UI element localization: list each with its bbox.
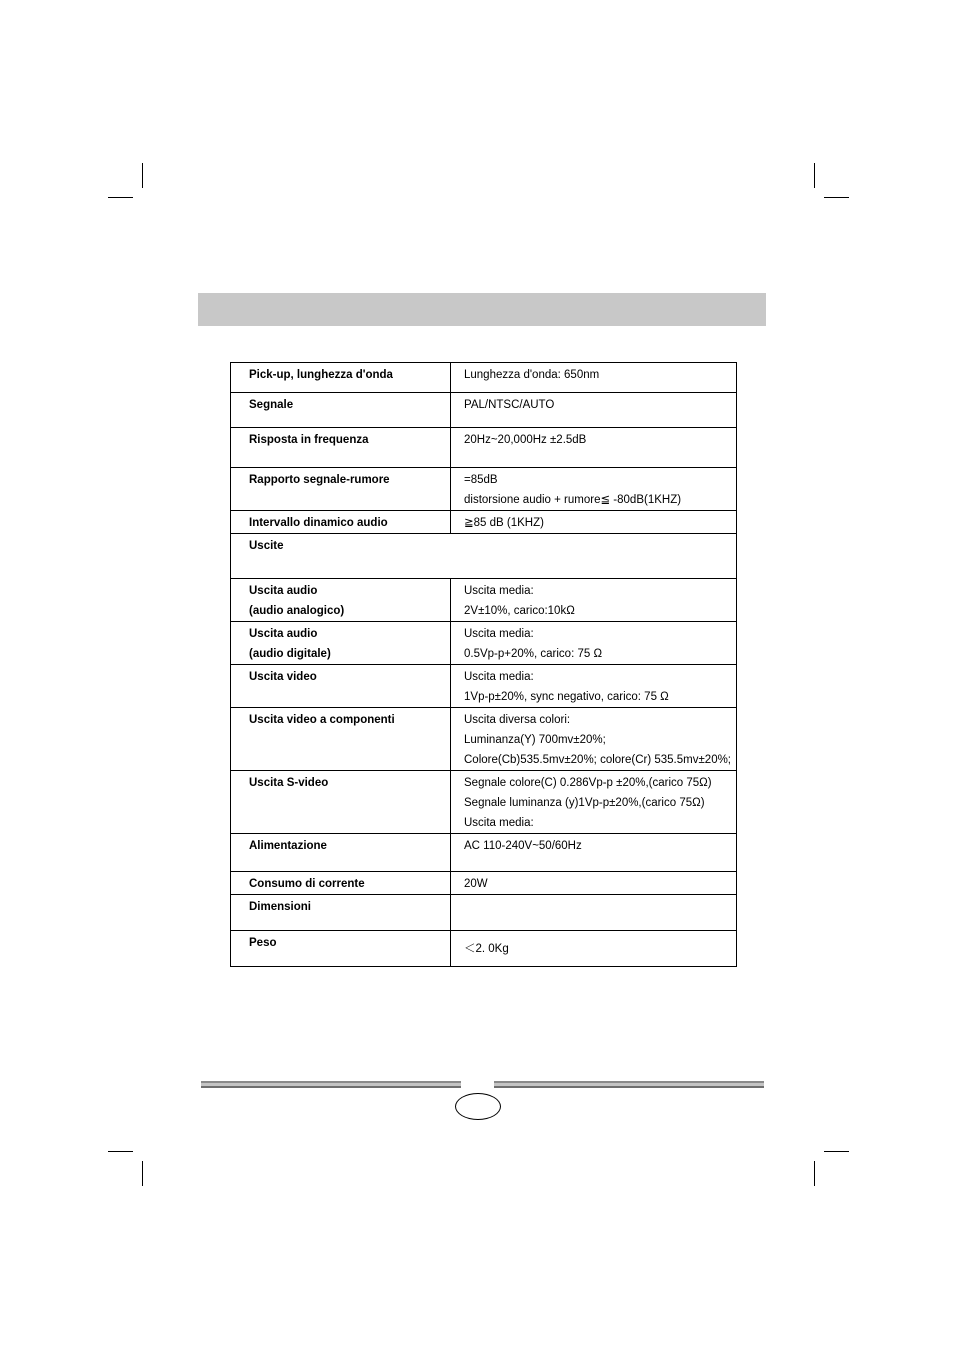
spec-value [451, 622, 737, 665]
spec-value-line: PAL/NTSC/AUTO [464, 399, 555, 411]
spec-value-line: 20Hz~20,000Hz ±2.5dB [464, 434, 587, 446]
spec-row [231, 393, 737, 428]
spec-label-line: Dimensioni [249, 901, 311, 913]
specifications-table [230, 362, 737, 967]
spec-label-line: Peso [249, 937, 277, 949]
spec-value [451, 834, 737, 872]
spec-label [231, 895, 451, 931]
spec-row [231, 511, 737, 534]
crop-mark [824, 197, 849, 198]
spec-label-line: Uscita audio [249, 628, 318, 640]
crop-mark [142, 1161, 143, 1186]
spec-value-line: ≧85 dB (1KHZ) [464, 517, 544, 529]
spec-value [451, 428, 737, 468]
section-header-band [198, 293, 766, 326]
spec-label-line: Risposta in frequenza [249, 434, 369, 446]
spec-value-line: Uscita diversa colori: [464, 714, 571, 726]
spec-row [231, 428, 737, 468]
spec-value-line: Luminanza(Y) 700mv±20%; [464, 734, 606, 746]
crop-mark [824, 1151, 849, 1152]
footer-rule-right [494, 1081, 764, 1088]
spec-value-line: 0.5Vp-p+20%, carico: 75 Ω [464, 648, 603, 660]
spec-value-line: Uscita media: [464, 585, 534, 597]
spec-label-line: Consumo di corrente [249, 878, 365, 890]
spec-label [231, 428, 451, 468]
spec-row [231, 622, 737, 665]
spec-row [231, 708, 737, 771]
spec-label [231, 468, 451, 511]
spec-label-line: Uscite [249, 540, 284, 552]
spec-value [451, 895, 737, 931]
spec-value [451, 393, 737, 428]
spec-value-line: Colore(Cb)535.5mv±20%; colore(Cr) 535.5mv±20%; [464, 754, 732, 766]
spec-value [451, 665, 737, 708]
spec-label-line: Pick-up, lunghezza d'onda [249, 369, 393, 381]
spec-value-line: ＜2. 0Kg [464, 943, 509, 955]
spec-label [231, 363, 451, 393]
spec-label [231, 834, 451, 872]
spec-value-line: 2V±10%, carico:10kΩ [464, 605, 575, 617]
spec-label [231, 622, 451, 665]
crop-mark [108, 1151, 133, 1152]
crop-mark [814, 163, 815, 188]
spec-row [231, 872, 737, 895]
spec-value-line: Uscita media: [464, 628, 534, 640]
spec-label-line: Intervallo dinamico audio [249, 517, 388, 529]
crop-mark [814, 1161, 815, 1186]
spec-label-line: Uscita video [249, 671, 317, 683]
spec-value-line: =85dB [464, 474, 498, 486]
spec-row [231, 534, 737, 579]
spec-value [451, 771, 737, 834]
crop-mark [108, 197, 133, 198]
spec-row [231, 363, 737, 393]
spec-value-line: Segnale colore(C) 0.286Vp-p ±20%,(carico 75Ω) [464, 777, 712, 789]
spec-value [451, 708, 737, 771]
spec-label-line: Segnale [249, 399, 294, 411]
spec-value-line: 20W [464, 878, 488, 890]
spec-value [451, 931, 737, 967]
footer-rule-left [201, 1081, 461, 1088]
spec-value-line: 1Vp-p±20%, sync negativo, carico: 75 Ω [464, 691, 669, 703]
page-number-oval [455, 1093, 501, 1120]
spec-label-line: Rapporto segnale-rumore [249, 474, 390, 486]
spec-value-line: Uscita media: [464, 817, 534, 829]
spec-label [231, 393, 451, 428]
spec-label-line: Uscita audio [249, 585, 318, 597]
spec-label [231, 872, 451, 895]
spec-row [231, 579, 737, 622]
spec-label [231, 511, 451, 534]
spec-label-line: (audio digitale) [249, 648, 331, 660]
spec-label-line: Uscita S-video [249, 777, 329, 789]
spec-value-line: AC 110-240V~50/60Hz [464, 840, 582, 852]
spec-label-line: (audio analogico) [249, 605, 345, 617]
spec-label [231, 708, 451, 771]
spec-row [231, 895, 737, 931]
spec-row [231, 931, 737, 967]
spec-row [231, 468, 737, 511]
spec-value [451, 363, 737, 393]
spec-label [231, 931, 451, 967]
spec-value [451, 468, 737, 511]
spec-value [451, 579, 737, 622]
spec-value-line: Lunghezza d'onda: 650nm [464, 369, 600, 381]
spec-label [231, 771, 451, 834]
spec-value-line: Uscita media: [464, 671, 534, 683]
spec-value [451, 872, 737, 895]
spec-row [231, 834, 737, 872]
spec-row [231, 771, 737, 834]
spec-value-line: distorsione audio + rumore≦ -80dB(1KHZ) [464, 494, 682, 506]
spec-label-line: Uscita video a componenti [249, 714, 395, 726]
spec-label-line: Alimentazione [249, 840, 327, 852]
spec-label [231, 579, 451, 622]
crop-mark [142, 163, 143, 188]
spec-label [231, 534, 737, 579]
spec-label [231, 665, 451, 708]
spec-row [231, 665, 737, 708]
spec-value-line: Segnale luminanza (y)1Vp-p±20%,(carico 75Ω) [464, 797, 705, 809]
spec-value [451, 511, 737, 534]
